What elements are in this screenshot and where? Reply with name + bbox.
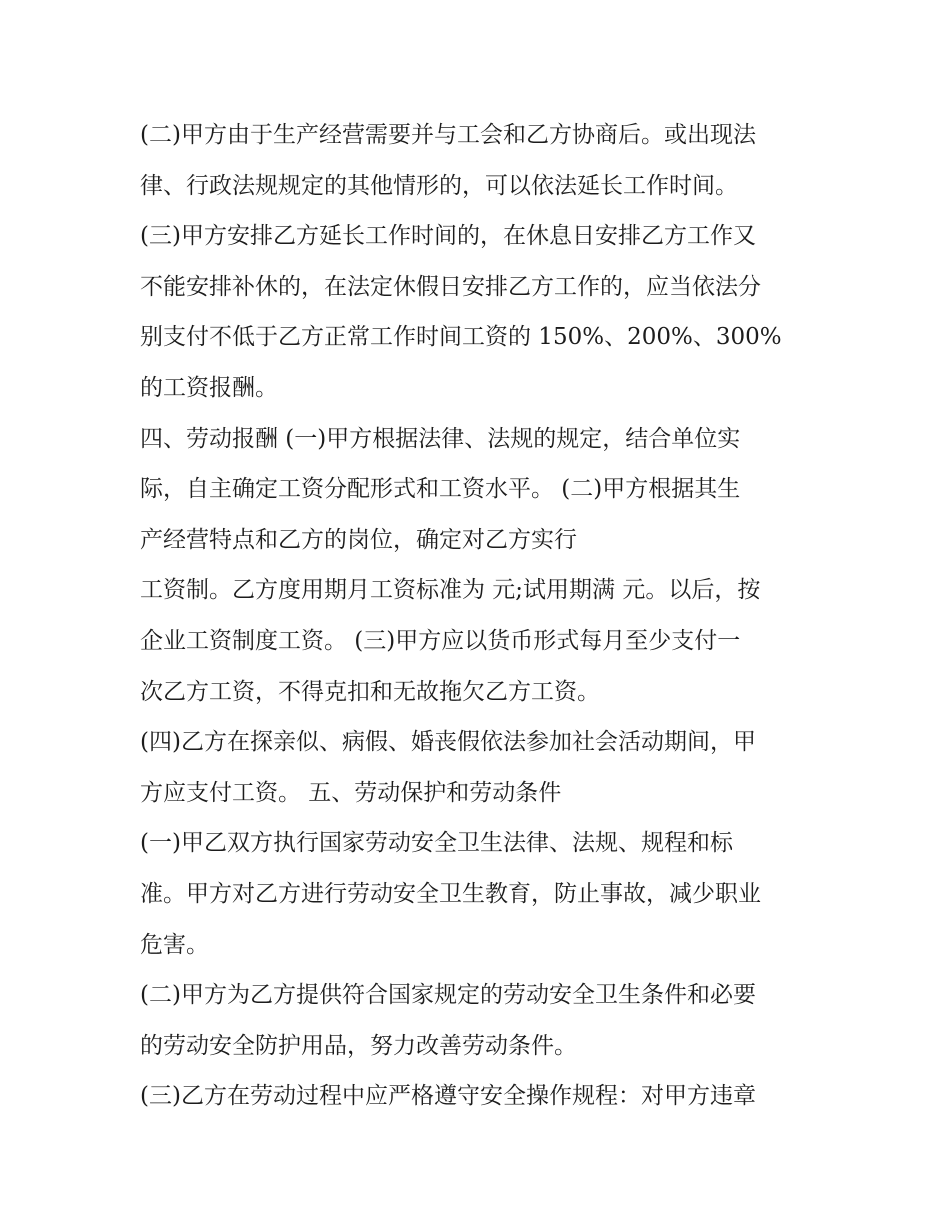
text-line: 四、劳动报酬 (一)甲方根据法律、法规的规定，结合单位实	[140, 425, 741, 452]
text-line: 企业工资制度工资。 (三)甲方应以货币形式每月至少支付一	[140, 627, 741, 654]
text-line: (二)甲方为乙方提供符合国家规定的劳动安全卫生条件和必要	[140, 982, 756, 1009]
text-line: 产经营特点和乙方的岗位，确定对乙方实行	[140, 526, 577, 553]
text-line: (三)甲方安排乙方延长工作时间的，在休息日安排乙方工作又	[140, 223, 756, 250]
text-line: 次乙方工资，不得克扣和无故拖欠乙方工资。	[140, 678, 600, 705]
text-line: 方应支付工资。 五、劳动保护和劳动条件	[140, 779, 562, 806]
contract-text-body	[140, 110, 840, 1122]
text-line: (四)乙方在探亲似、病假、婚丧假依法参加社会活动期间，甲	[140, 729, 756, 756]
text-line: 危害。	[140, 931, 209, 958]
text-line: 工资制。乙方度用期月工资标准为 元;试用期满 元。以后，按	[140, 577, 761, 604]
text-line: 别支付不低于乙方正常工作时间工资的 150%、200%、300%	[140, 324, 782, 351]
text-line: 际，自主确定工资分配形式和工资水平。 (二)甲方根据其生	[140, 476, 741, 503]
text-line: 不能安排补休的，在法定休假日安排乙方工作的，应当依法分	[140, 273, 761, 300]
text-line: (二)甲方由于生产经营需要并与工会和乙方协商后。或出现法	[140, 122, 756, 148]
text-line: 的工资报酬。	[140, 374, 278, 401]
text-line: 律、行政法规规定的其他情形的，可以依法延长工作时间。	[140, 172, 738, 199]
text-line: 准。甲方对乙方进行劳动安全卫生教育，防止事故，减少职业	[140, 880, 761, 907]
text-line: 的劳动安全防护用品，努力改善劳动条件。	[140, 1032, 577, 1059]
text-line: (三)乙方在劳动过程中应严格遵守安全操作规程：对甲方违章	[140, 1083, 756, 1110]
text-line: (一)甲乙双方执行国家劳动安全卫生法律、法规、规程和标	[140, 830, 733, 857]
